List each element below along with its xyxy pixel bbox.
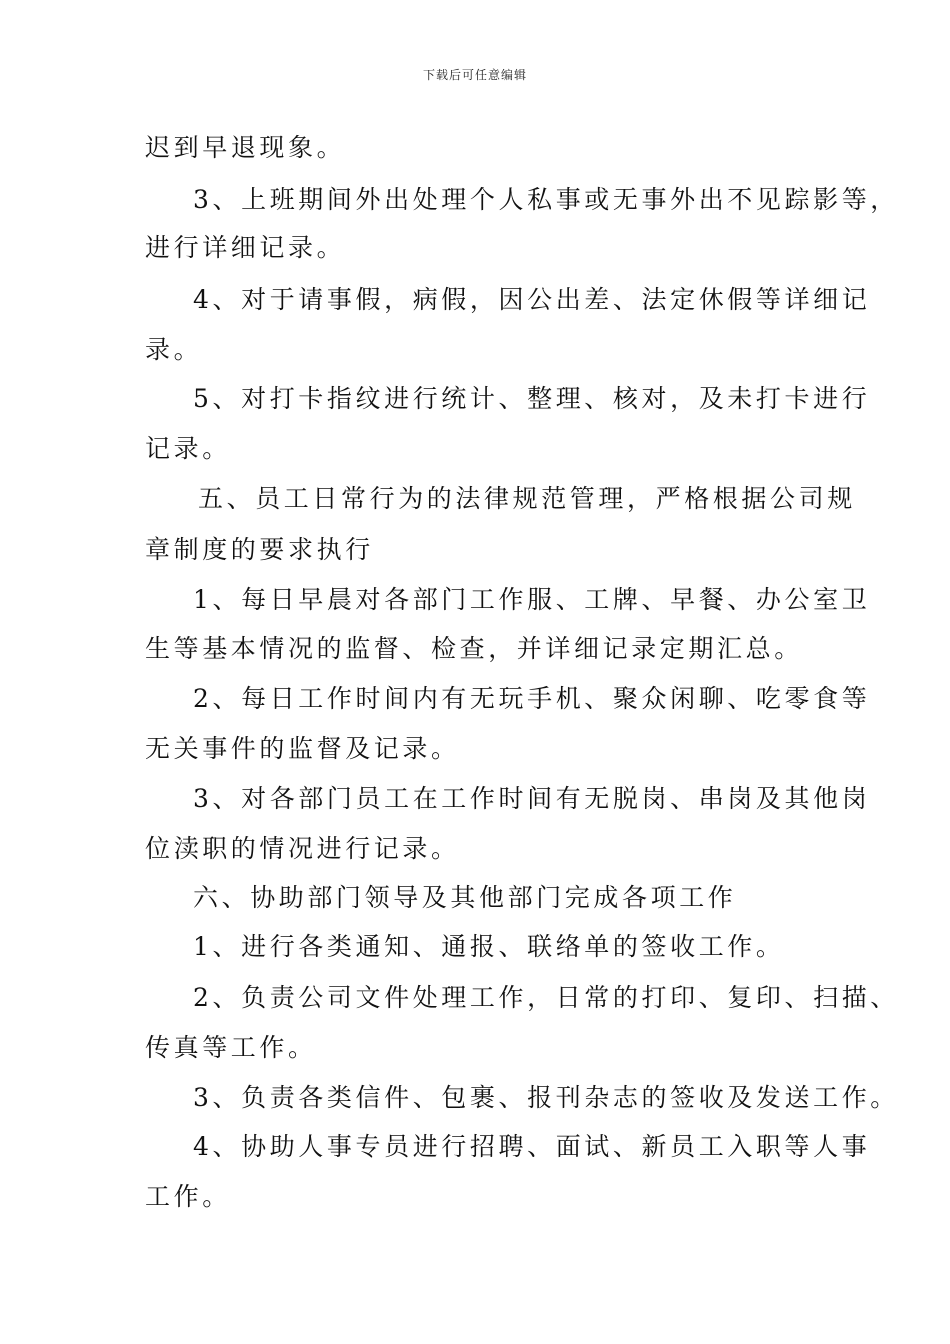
text-line: 工作。 [145,1182,231,1211]
text-line: 进行详细记录。 [145,233,346,262]
text-line: 2、负责公司文件处理工作，日常的打印、复印、扫描、 [193,983,899,1012]
text-line: 五、员工日常行为的法律规范管理，严格根据公司规 [198,484,856,513]
text-line: 5、对打卡指纹进行统计、整理、核对，及未打卡进行 [193,384,871,413]
text-line: 传真等工作。 [145,1033,317,1062]
text-line: 生等基本情况的监督、检查，并详细记录定期汇总。 [145,634,803,663]
text-line: 4、协助人事专员进行招聘、面试、新员工入职等人事 [193,1132,871,1161]
text-line: 3、对各部门员工在工作时间有无脱岗、串岗及其他岗 [193,784,871,813]
page-header-note: 下载后可任意编辑 [422,68,527,82]
text-line: 3、上班期间外出处理个人私事或无事外出不见踪影等， [193,185,899,214]
text-line: 2、每日工作时间内有无玩手机、聚众闲聊、吃零食等 [193,684,871,713]
text-line: 4、对于请事假，病假，因公出差、法定休假等详细记 [193,285,871,314]
text-line: 1、每日早晨对各部门工作服、工牌、早餐、办公室卫 [193,585,871,614]
text-line: 无关事件的监督及记录。 [145,734,460,763]
text-line: 记录。 [145,434,231,463]
text-line: 章制度的要求执行 [145,535,374,564]
text-line: 1、进行各类通知、通报、联络单的签收工作。 [193,932,785,961]
text-line: 3、负责各类信件、包裹、报刊杂志的签收及发送工作。 [193,1083,899,1112]
text-line: 录。 [145,335,203,364]
text-line: 位渎职的情况进行记录。 [145,834,460,863]
text-line: 六、协助部门领导及其他部门完成各项工作 [193,883,737,912]
text-line: 迟到早退现象。 [145,133,346,162]
